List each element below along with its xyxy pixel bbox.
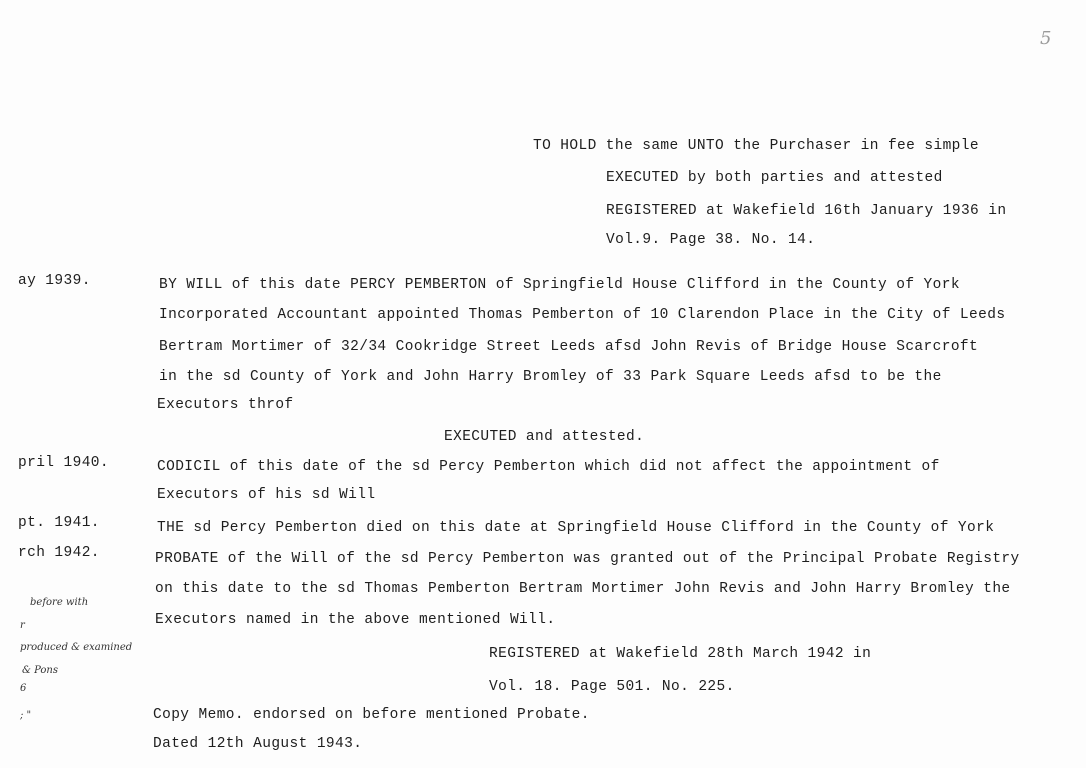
text-line-death: THE sd Percy Pemberton died on this date at Springfield House Clifford in the County of York (157, 520, 995, 536)
handwritten-note-produced: produced & examined (20, 642, 133, 653)
text-line-probate-1: PROBATE of the Will of the sd Percy Pemberton was granted out of the Principal Probate Registry (155, 551, 1020, 567)
text-line-registered-2: REGISTERED at Wakefield 28th March 1942 in (489, 646, 872, 662)
text-line-hold: TO HOLD the same UNTO the Purchaser in fee simple (533, 138, 979, 154)
margin-date-will: ay 1939. (18, 273, 91, 289)
handwritten-note-pons: & Pons (22, 665, 58, 676)
text-line-memo: Copy Memo. endorsed on before mentioned Probate. (153, 707, 590, 723)
text-line-probate-2: on this date to the sd Thomas Pemberton Bertram Mortimer John Revis and John Harry Bromley the (155, 581, 1011, 597)
margin-date-probate: rch 1942. (18, 545, 100, 561)
text-line-will-4: in the sd County of York and John Harry Bromley of 33 Park Square Leeds afsd to be the (159, 369, 942, 385)
margin-date-death: pt. 1941. (18, 515, 100, 531)
text-line-codicil-2: Executors of his sd Will (157, 487, 376, 503)
text-line-registered-1: REGISTERED at Wakefield 16th January 1936 in (606, 203, 1007, 219)
text-line-codicil-1: CODICIL of this date of the sd Percy Pemberton which did not affect the appointment of (157, 459, 940, 475)
margin-date-codicil: pril 1940. (18, 455, 110, 471)
text-line-executed-2: EXECUTED and attested. (444, 429, 645, 445)
text-line-dated: Dated 12th August 1943. (153, 736, 363, 752)
text-line-will-3: Bertram Mortimer of 32/34 Cookridge Street Leeds afsd John Revis of Bridge House Scarcroft (159, 339, 979, 355)
text-line-will-5: Executors throf (157, 397, 294, 413)
text-line-executed-1: EXECUTED by both parties and attested (606, 170, 943, 186)
handwritten-note-number: 6 (20, 683, 27, 694)
text-line-volume-1: Vol.9. Page 38. No. 14. (606, 232, 816, 248)
page-number-mark: 5 (1040, 28, 1052, 49)
text-line-probate-3: Executors named in the above mentioned Will. (155, 612, 556, 628)
text-line-will-1: BY WILL of this date PERCY PEMBERTON of Springfield House Clifford in the County of York (159, 277, 960, 293)
handwritten-note-ditto: ; " (20, 710, 32, 721)
text-line-volume-2: Vol. 18. Page 501. No. 225. (489, 679, 735, 695)
handwritten-note-mark: r (20, 620, 25, 631)
handwritten-note-before-with: before with (30, 597, 89, 608)
text-line-will-2: Incorporated Accountant appointed Thomas Pemberton of 10 Clarendon Place in the City of Leeds (159, 307, 1006, 323)
